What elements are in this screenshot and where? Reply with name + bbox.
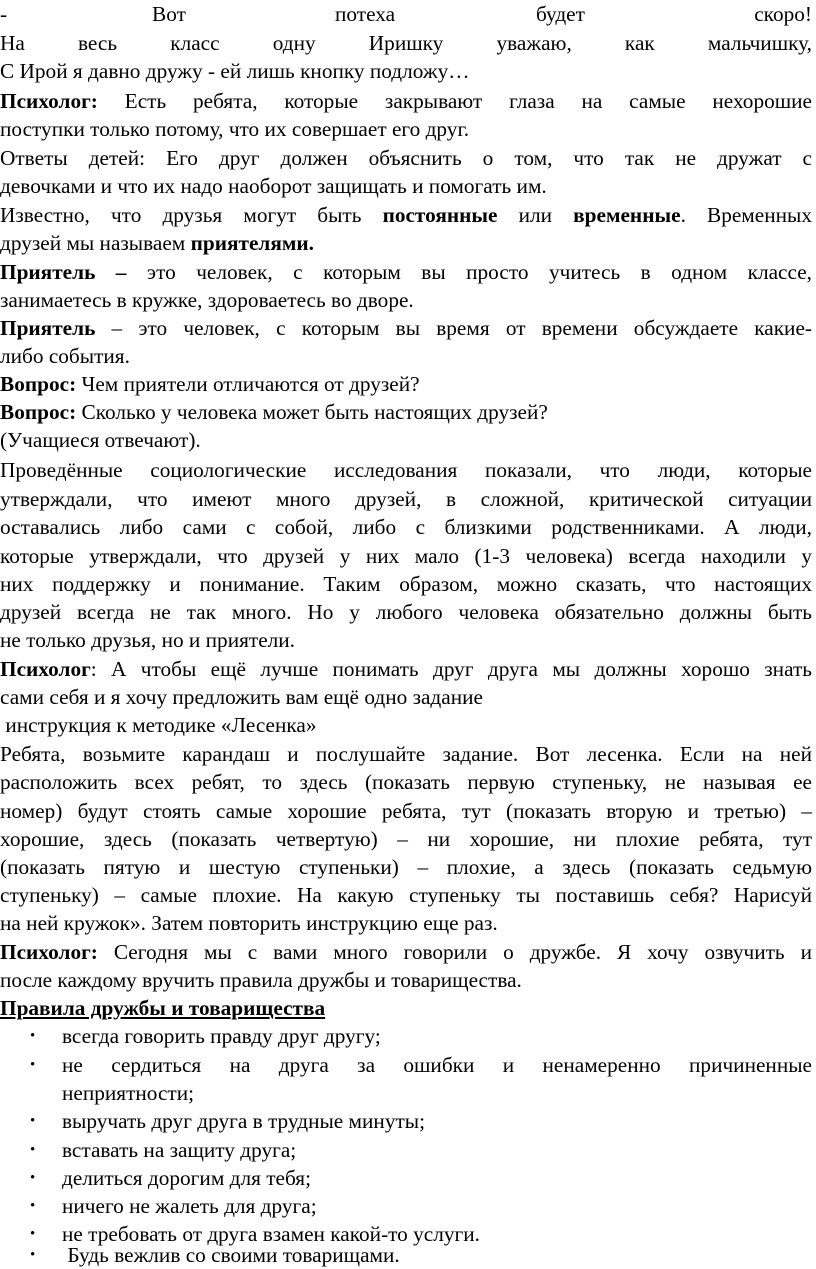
speaker-label: Психолог: <box>0 940 98 964</box>
psychologist-remark-3-line-2: после каждому вручить правила дружбы и товарищества. <box>0 968 522 992</box>
question-2: Вопрос: Сколько у человека может быть настоящих друзей? <box>0 400 548 424</box>
acquaintance-definition-1-line-1: Приятель – это человек, с которым вы просто учитесь в одном классе, <box>0 260 812 284</box>
acquaintance-definition-2-line-2: либо события. <box>0 344 130 368</box>
friends-types-line-1: Известно, что друзья могут быть постоянные или временные. Временных <box>0 203 812 227</box>
poem-line-1: - Вот потеха будет скоро! <box>0 2 812 26</box>
psychologist-remark-3-line-1: Психолог: Сегодня мы с вами много говорили о дружбе. Я хочу озвучить и <box>0 940 812 964</box>
rule-item: • не сердиться на друга за ошибки и ненамеренно причиненные <box>30 1053 812 1077</box>
question-1: Вопрос: Чем приятели отличаются от друзей? <box>0 372 420 396</box>
rule-item: • всегда говорить правду друг другу; <box>30 1024 381 1048</box>
bullet-icon: • <box>30 1198 36 1214</box>
ladder-instruction-line-7: на ней кружок». Затем повторить инструкцию еще раз. <box>0 911 498 935</box>
bullet-icon: • <box>30 1247 36 1263</box>
research-paragraph-line-1: Проведённые социологические исследования показали, что люди, которые <box>0 458 812 482</box>
psychologist-remark-1-line-2: поступки только потому, что их совершает его друг. <box>0 117 470 141</box>
acquaintance-definition-1-line-2: занимаетесь в кружке, здороваетесь во дворе. <box>0 288 414 312</box>
research-paragraph-line-5: них поддержку и понимание. Таким образом, можно сказать, что настоящих <box>0 572 812 596</box>
research-paragraph-line-6: друзей всегда не так много. Но у любого человека обязательно должны быть <box>0 600 812 624</box>
research-paragraph-line-2: утверждали, что имеют много друзей, в сложной, критической ситуации <box>0 487 812 511</box>
ladder-instruction-line-5: (показать пятую и шестую ступеньки) – плохие, а здесь (показать седьмую <box>0 855 812 879</box>
instruction-title: инструкция к методике «Лесенка» <box>0 713 317 737</box>
bullet-icon: • <box>30 1028 36 1044</box>
rules-heading: Правила дружбы и товарищества <box>0 996 326 1020</box>
bullet-icon: • <box>30 1057 36 1073</box>
acquaintance-definition-2-line-1: Приятель – это человек, с которым вы время от времени обсуждаете какие- <box>0 316 812 340</box>
answer-note: (Учащиеся отвечают). <box>0 428 201 452</box>
rule-item: • вставать на защиту друга; <box>30 1138 297 1162</box>
children-answers-line-2: девочками и что их надо наоборот защищать и помогать им. <box>0 174 547 198</box>
psychologist-remark-2-line-1: Психолог: А чтобы ещё лучше понимать друг друга мы должны хорошо знать <box>0 657 812 681</box>
rule-item-continuation: неприятности; <box>62 1081 195 1105</box>
bullet-icon: • <box>30 1226 36 1242</box>
rule-item: • Будь вежлив со своими товарищами. <box>30 1243 400 1267</box>
bullet-icon: • <box>30 1142 36 1158</box>
ladder-instruction-line-2: расположить всех ребят, то здесь (показать первую ступеньку, не называя ее <box>0 770 812 794</box>
speaker-label: Психолог <box>0 657 91 681</box>
speaker-label: Психолог: <box>0 89 98 113</box>
poem-line-3: С Ирой я давно дружу - ей лишь кнопку подложу… <box>0 59 470 83</box>
rule-item: • не требовать от друга взамен какой-то услуги. <box>30 1222 480 1246</box>
ladder-instruction-line-3: номер) будут стоять самые хорошие ребята, тут (показать вторую и третью) – <box>0 799 812 823</box>
ladder-instruction-line-4: хорошие, здесь (показать четвертую) – ни хорошие, ни плохие ребята, тут <box>0 827 812 851</box>
rule-item: • выручать друг друга в трудные минуты; <box>30 1109 426 1133</box>
ladder-instruction-line-1: Ребята, возьмите карандаш и послушайте задание. Вот лесенка. Если на ней <box>0 742 812 766</box>
ladder-instruction-line-6: ступеньку) – самые плохие. На какую ступеньку ты поставишь себя? Нарисуй <box>0 883 812 907</box>
psychologist-remark-2-line-2: сами себя и я хочу предложить вам ещё одно задание <box>0 685 483 709</box>
research-paragraph-line-4: которые утверждали, что друзей у них мало (1-3 человека) всегда находили у <box>0 544 812 568</box>
rule-item: • ничего не жалеть для друга; <box>30 1194 317 1218</box>
children-answers-line-1: Ответы детей: Его друг должен объяснить о том, что так не дружат с <box>0 146 812 170</box>
friends-types-line-2: друзей мы называем приятелями. <box>0 231 315 255</box>
psychologist-remark-1-line-1: Психолог: Есть ребята, которые закрывают глаза на самые нехорошие <box>0 89 812 113</box>
bullet-icon: • <box>30 1170 36 1186</box>
poem-line-2: На весь класс одну Иришку уважаю, как мальчишку, <box>0 31 812 55</box>
rule-item: • делиться дорогим для тебя; <box>30 1166 311 1190</box>
research-paragraph-line-7: не только друзья, но и приятели. <box>0 628 296 652</box>
bullet-icon: • <box>30 1113 36 1129</box>
research-paragraph-line-3: оставались либо сами с собой, либо с близкими родственниками. А люди, <box>0 515 812 539</box>
